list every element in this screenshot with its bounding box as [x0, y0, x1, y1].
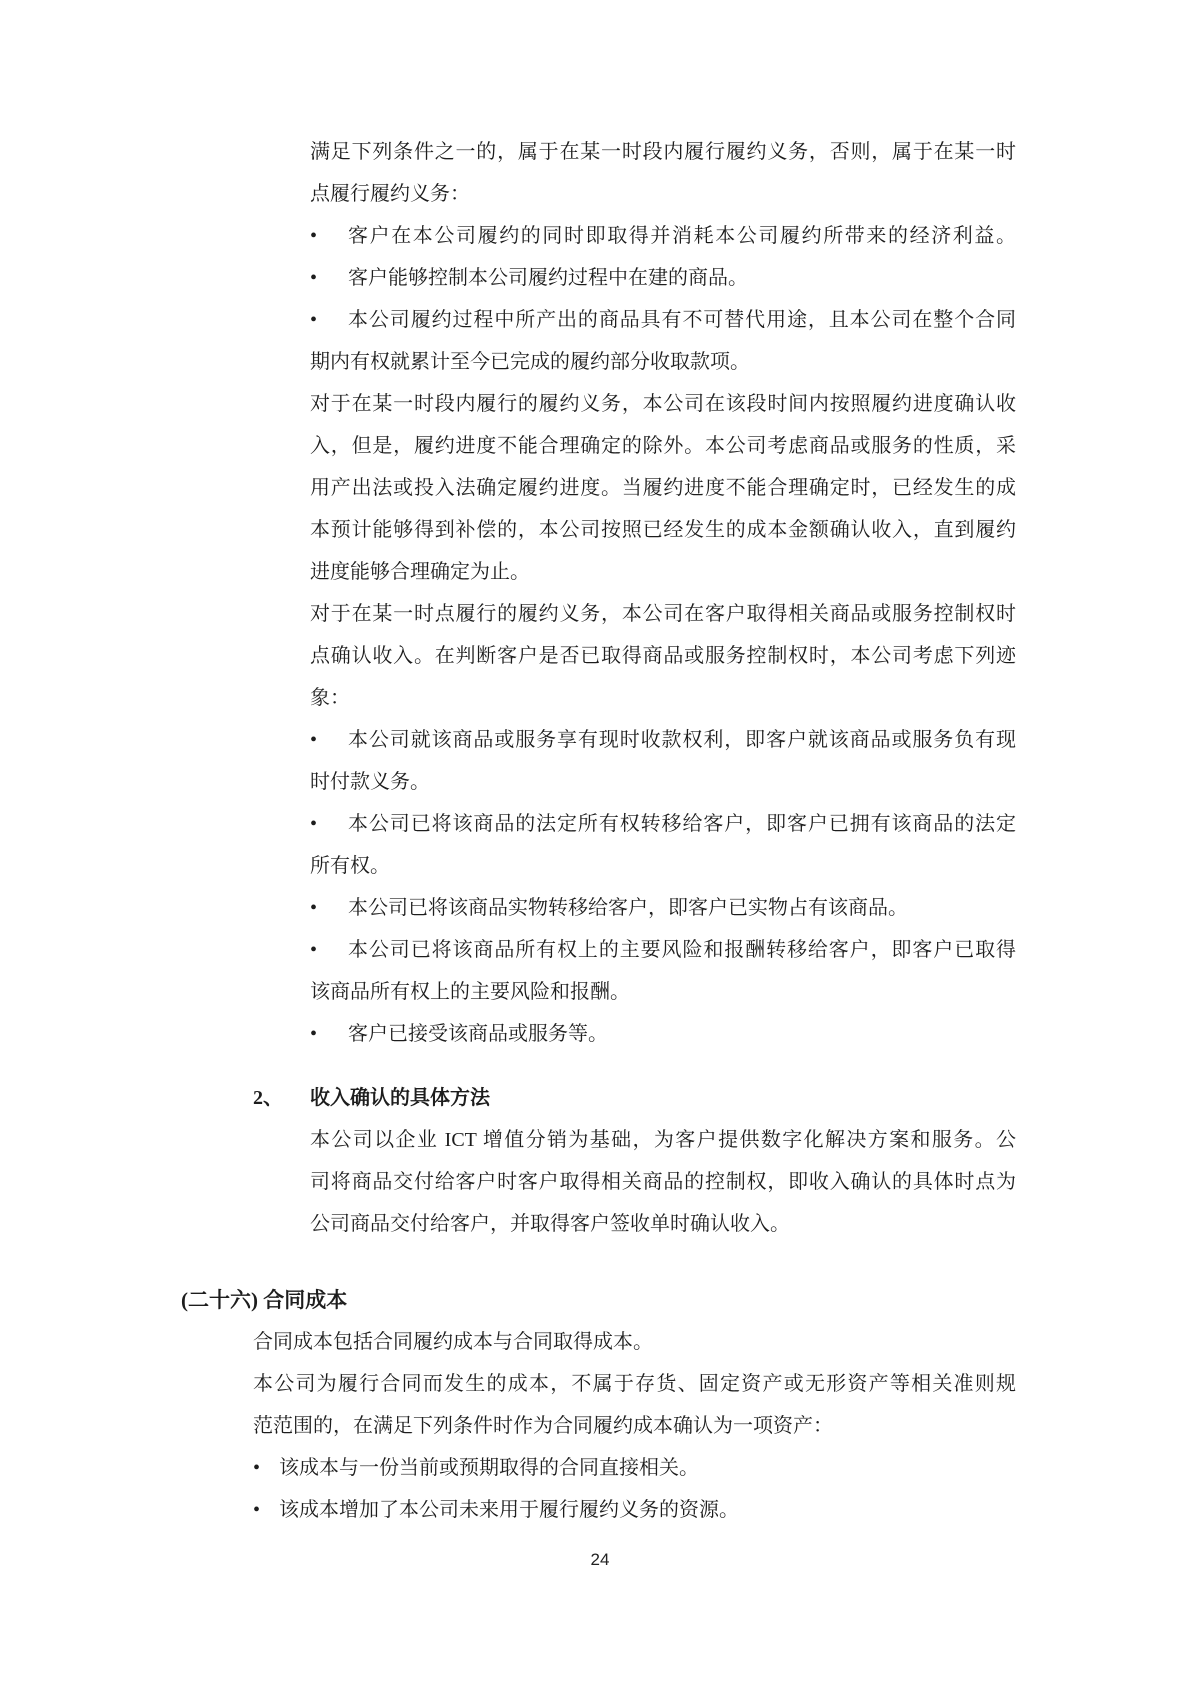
text-line: 公司商品交付给客户，并取得客户签收单时确认收入。 — [310, 1213, 790, 1235]
text-line: 本预计能够得到补偿的，本公司按照已经发生的成本金额确认收入，直到履约 — [310, 519, 1016, 541]
text-line: 点履行履约义务： — [310, 183, 470, 205]
bullet-text: 本公司已将该商品的法定所有权转移给客户，即客户已拥有该商品的法定 — [348, 813, 1016, 835]
bullet-list — [0, 719, 1200, 1055]
section-heading: (二十六) 合同成本 — [181, 1288, 348, 1312]
paragraph — [0, 593, 1200, 719]
bullet-icon: • — [310, 813, 318, 835]
text-line: 用产出法或投入法确定履约进度。当履约进度不能合理确定时，已经发生的成 — [310, 477, 1016, 499]
bullet-text: 该成本与一份当前或预期取得的合同直接相关。 — [279, 1457, 699, 1479]
paragraph — [0, 1363, 1200, 1447]
bullet-item — [310, 215, 1016, 257]
bullet-item — [253, 1447, 1016, 1489]
bullet-list — [0, 1447, 1200, 1531]
paragraph — [0, 131, 1200, 215]
paragraph — [0, 1321, 1200, 1363]
text-line: 对于在某一时点履行的履约义务，本公司在客户取得相关商品或服务控制权时 — [310, 603, 1016, 625]
bullet-icon: • — [253, 1499, 261, 1521]
bullet-text: 客户能够控制本公司履约过程中在建的商品。 — [348, 267, 748, 289]
bullet-text: 客户在本公司履约的同时即取得并消耗本公司履约所带来的经济利益。 — [348, 225, 1016, 247]
text-line: 进度能够合理确定为止。 — [310, 561, 530, 583]
text-line: 司将商品交付给客户时客户取得相关商品的控制权，即收入确认的具体时点为 — [310, 1171, 1016, 1193]
bullet-item — [310, 803, 1016, 845]
bullet-icon: • — [310, 267, 318, 289]
text-line: 合同成本包括合同履约成本与合同取得成本。 — [253, 1331, 653, 1353]
bullet-item — [310, 719, 1016, 761]
text-line: 点确认收入。在判断客户是否已取得商品或服务控制权时，本公司考虑下列迹 — [310, 645, 1016, 667]
bullet-icon: • — [253, 1457, 261, 1479]
text-line: 满足下列条件之一的，属于在某一时段内履行履约义务，否则，属于在某一时 — [310, 141, 1016, 163]
page-number: 24 — [590, 1550, 610, 1569]
subsection-heading — [253, 1077, 1200, 1119]
subsection-title: 收入确认的具体方法 — [310, 1087, 490, 1109]
bullet-icon: • — [310, 729, 318, 751]
bullet-item — [310, 299, 1016, 341]
bullet-text: 该成本增加了本公司未来用于履行履约义务的资源。 — [279, 1499, 739, 1521]
text-line: 象： — [310, 687, 350, 709]
bullet-list — [0, 215, 1200, 383]
bullet-item — [253, 1489, 1016, 1531]
bullet-icon: • — [310, 225, 318, 247]
subsection-number: 2、 — [253, 1087, 283, 1109]
text-line: 范范围的，在满足下列条件时作为合同履约成本确认为一项资产： — [253, 1415, 833, 1437]
bullet-item — [310, 1013, 1016, 1055]
bullet-text: 本公司已将该商品实物转移给客户，即客户已实物占有该商品。 — [348, 897, 908, 919]
text-line: 该商品所有权上的主要风险和报酬。 — [310, 981, 630, 1003]
bullet-item — [310, 887, 1016, 929]
bullet-item — [310, 929, 1016, 971]
text-line: 对于在某一时段内履行的履约义务，本公司在该段时间内按照履约进度确认收 — [310, 393, 1016, 415]
text-line: 时付款义务。 — [310, 771, 430, 793]
text-line: 本公司以企业 ICT 增值分销为基础，为客户提供数字化解决方案和服务。公 — [310, 1129, 1016, 1151]
paragraph — [0, 1119, 1200, 1245]
text-line: 入，但是，履约进度不能合理确定的除外。本公司考虑商品或服务的性质，采 — [310, 435, 1016, 457]
bullet-text: 本公司已将该商品所有权上的主要风险和报酬转移给客户，即客户已取得 — [348, 939, 1016, 961]
text-line: 期内有权就累计至今已完成的履约部分收取款项。 — [310, 351, 750, 373]
text-line: 所有权。 — [310, 855, 390, 877]
bullet-icon: • — [310, 897, 318, 919]
bullet-text: 客户已接受该商品或服务等。 — [348, 1023, 608, 1045]
bullet-icon: • — [310, 1023, 318, 1045]
bullet-icon: • — [310, 939, 318, 961]
text-line: 本公司为履行合同而发生的成本，不属于存货、固定资产或无形资产等相关准则规 — [253, 1373, 1016, 1395]
bullet-icon: • — [310, 309, 318, 331]
bullet-text: 本公司履约过程中所产出的商品具有不可替代用途，且本公司在整个合同 — [348, 309, 1016, 331]
bullet-text: 本公司就该商品或服务享有现时收款权利，即客户就该商品或服务负有现 — [348, 729, 1016, 751]
bullet-item — [310, 257, 1016, 299]
paragraph — [0, 383, 1200, 593]
